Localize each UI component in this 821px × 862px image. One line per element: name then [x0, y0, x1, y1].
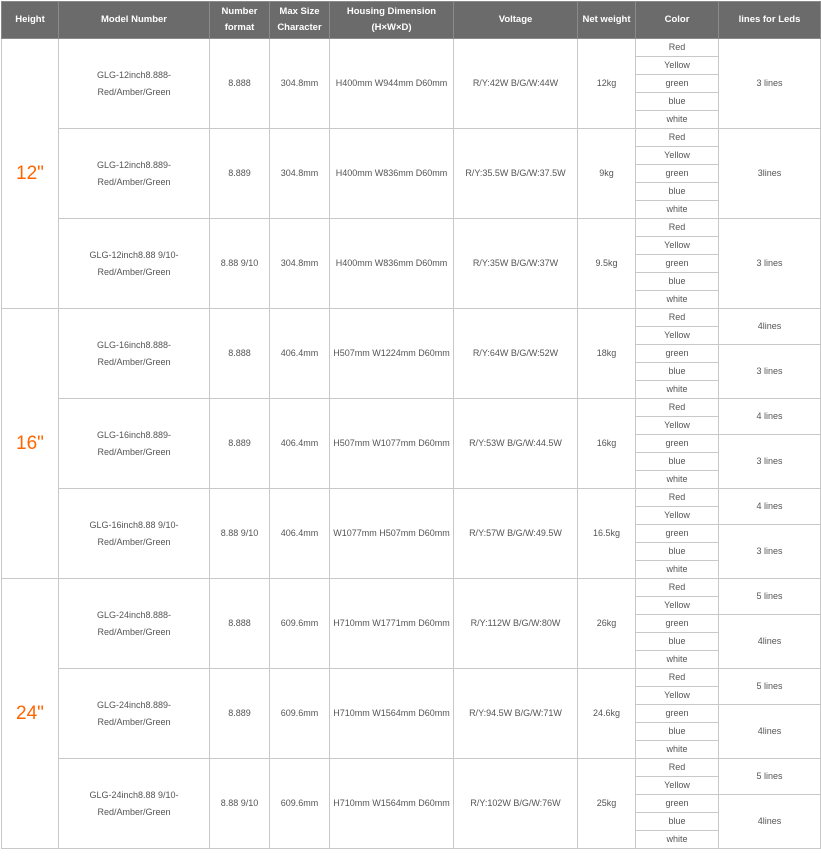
- color-cell: blue: [636, 183, 719, 201]
- lines-for-leds-cell: 3lines: [719, 129, 821, 219]
- net-weight-cell: 24.6kg: [578, 669, 636, 759]
- lines-for-leds-cell: 3 lines: [719, 39, 821, 129]
- header-model-number: Model Number: [59, 2, 210, 39]
- color-cell: blue: [636, 543, 719, 561]
- max-size-cell: 304.8mm: [270, 129, 330, 219]
- color-cell: Red: [636, 669, 719, 687]
- number-format-cell: 8.88 9/10: [210, 489, 270, 579]
- voltage-cell: R/Y:94.5W B/G/W:71W: [454, 669, 578, 759]
- color-cell: Red: [636, 219, 719, 237]
- header-color: Color: [636, 2, 719, 39]
- header-lines-for-leds: lines for Leds: [719, 2, 821, 39]
- voltage-cell: R/Y:35W B/G/W:37W: [454, 219, 578, 309]
- spec-body: [2, 39, 821, 849]
- housing-dimension-cell: H400mm W944mm D60mm: [330, 39, 454, 129]
- housing-dimension-cell: H507mm W1224mm D60mm: [330, 309, 454, 399]
- color-cell: green: [636, 525, 719, 543]
- color-cell: Red: [636, 309, 719, 327]
- header-net-weight: Net weight: [578, 2, 636, 39]
- color-cell: Red: [636, 129, 719, 147]
- color-cell: Red: [636, 759, 719, 777]
- color-cell: Yellow: [636, 597, 719, 615]
- color-cell: green: [636, 345, 719, 363]
- color-cell: green: [636, 75, 719, 93]
- color-cell: white: [636, 651, 719, 669]
- net-weight-cell: 9.5kg: [578, 219, 636, 309]
- model-number-cell: GLG-16inch8.889-Red/Amber/Green: [59, 399, 210, 489]
- color-cell: white: [636, 201, 719, 219]
- number-format-cell: 8.888: [210, 579, 270, 669]
- number-format-cell: 8.88 9/10: [210, 219, 270, 309]
- color-cell: white: [636, 381, 719, 399]
- height-cell: 12": [2, 39, 59, 309]
- model-number-cell: GLG-24inch8.889-Red/Amber/Green: [59, 669, 210, 759]
- voltage-cell: R/Y:35.5W B/G/W:37.5W: [454, 129, 578, 219]
- lines-for-leds-cell: 3 lines: [719, 525, 821, 579]
- max-size-cell: 304.8mm: [270, 39, 330, 129]
- color-cell: white: [636, 561, 719, 579]
- lines-for-leds-cell: 4lines: [719, 795, 821, 849]
- color-cell: green: [636, 705, 719, 723]
- header-height: Height: [2, 2, 59, 39]
- housing-dimension-cell: H710mm W1564mm D60mm: [330, 759, 454, 849]
- housing-dimension-cell: H710mm W1771mm D60mm: [330, 579, 454, 669]
- housing-dimension-cell: W1077mm H507mm D60mm: [330, 489, 454, 579]
- number-format-cell: 8.888: [210, 309, 270, 399]
- color-cell: white: [636, 831, 719, 849]
- color-cell: green: [636, 435, 719, 453]
- housing-dimension-cell: H507mm W1077mm D60mm: [330, 399, 454, 489]
- net-weight-cell: 25kg: [578, 759, 636, 849]
- lines-for-leds-cell: 4lines: [719, 615, 821, 669]
- voltage-cell: R/Y:53W B/G/W:44.5W: [454, 399, 578, 489]
- voltage-cell: R/Y:57W B/G/W:49.5W: [454, 489, 578, 579]
- color-cell: white: [636, 741, 719, 759]
- housing-dimension-cell: H400mm W836mm D60mm: [330, 219, 454, 309]
- color-cell: Yellow: [636, 147, 719, 165]
- color-cell: green: [636, 255, 719, 273]
- lines-for-leds-cell: 4 lines: [719, 399, 821, 435]
- max-size-cell: 609.6mm: [270, 669, 330, 759]
- net-weight-cell: 9kg: [578, 129, 636, 219]
- color-cell: green: [636, 165, 719, 183]
- color-cell: Yellow: [636, 777, 719, 795]
- lines-for-leds-cell: 5 lines: [719, 579, 821, 615]
- max-size-cell: 304.8mm: [270, 219, 330, 309]
- table-row: [2, 489, 821, 507]
- housing-dimension-cell: H400mm W836mm D60mm: [330, 129, 454, 219]
- number-format-cell: 8.889: [210, 669, 270, 759]
- table-row: [2, 669, 821, 687]
- lines-for-leds-cell: 4lines: [719, 705, 821, 759]
- table-row: [2, 579, 821, 597]
- table-row: [2, 399, 821, 417]
- color-cell: blue: [636, 93, 719, 111]
- model-number-cell: GLG-16inch8.888-Red/Amber/Green: [59, 309, 210, 399]
- color-cell: Red: [636, 399, 719, 417]
- color-cell: white: [636, 111, 719, 129]
- color-cell: blue: [636, 363, 719, 381]
- lines-for-leds-cell: 3 lines: [719, 435, 821, 489]
- color-cell: green: [636, 615, 719, 633]
- color-cell: blue: [636, 813, 719, 831]
- lines-for-leds-cell: 4 lines: [719, 489, 821, 525]
- net-weight-cell: 26kg: [578, 579, 636, 669]
- color-cell: white: [636, 471, 719, 489]
- max-size-cell: 406.4mm: [270, 399, 330, 489]
- number-format-cell: 8.889: [210, 129, 270, 219]
- color-cell: Red: [636, 579, 719, 597]
- lines-for-leds-cell: 5 lines: [719, 759, 821, 795]
- max-size-cell: 609.6mm: [270, 759, 330, 849]
- header-max-size: Max Size Character: [270, 2, 330, 39]
- table-row: [2, 39, 821, 57]
- color-cell: Yellow: [636, 57, 719, 75]
- model-number-cell: GLG-12inch8.889-Red/Amber/Green: [59, 129, 210, 219]
- color-cell: Yellow: [636, 237, 719, 255]
- voltage-cell: R/Y:112W B/G/W:80W: [454, 579, 578, 669]
- model-number-cell: GLG-24inch8.88 9/10-Red/Amber/Green: [59, 759, 210, 849]
- model-number-cell: GLG-12inch8.88 9/10-Red/Amber/Green: [59, 219, 210, 309]
- color-cell: blue: [636, 273, 719, 291]
- height-cell: 24": [2, 579, 59, 849]
- net-weight-cell: 16.5kg: [578, 489, 636, 579]
- voltage-cell: R/Y:102W B/G/W:76W: [454, 759, 578, 849]
- color-cell: blue: [636, 633, 719, 651]
- number-format-cell: 8.889: [210, 399, 270, 489]
- lines-for-leds-cell: 3 lines: [719, 219, 821, 309]
- max-size-cell: 609.6mm: [270, 579, 330, 669]
- lines-for-leds-cell: 3 lines: [719, 345, 821, 399]
- table-row: [2, 129, 821, 147]
- spec-table: [1, 1, 821, 849]
- model-number-cell: GLG-16inch8.88 9/10-Red/Amber/Green: [59, 489, 210, 579]
- header-housing-dimension: Housing Dimension (H×W×D): [330, 2, 454, 39]
- table-row: [2, 759, 821, 777]
- table-row: [2, 219, 821, 237]
- color-cell: green: [636, 795, 719, 813]
- color-cell: Yellow: [636, 417, 719, 435]
- housing-dimension-cell: H710mm W1564mm D60mm: [330, 669, 454, 759]
- color-cell: Yellow: [636, 507, 719, 525]
- max-size-cell: 406.4mm: [270, 309, 330, 399]
- lines-for-leds-cell: 5 lines: [719, 669, 821, 705]
- color-cell: Yellow: [636, 687, 719, 705]
- model-number-cell: GLG-24inch8.888-Red/Amber/Green: [59, 579, 210, 669]
- number-format-cell: 8.88 9/10: [210, 759, 270, 849]
- color-cell: Red: [636, 489, 719, 507]
- net-weight-cell: 16kg: [578, 399, 636, 489]
- color-cell: blue: [636, 453, 719, 471]
- color-cell: Red: [636, 39, 719, 57]
- number-format-cell: 8.888: [210, 39, 270, 129]
- net-weight-cell: 18kg: [578, 309, 636, 399]
- net-weight-cell: 12kg: [578, 39, 636, 129]
- voltage-cell: R/Y:42W B/G/W:44W: [454, 39, 578, 129]
- header-number-format: Number format: [210, 2, 270, 39]
- color-cell: Yellow: [636, 327, 719, 345]
- header-row: [2, 2, 821, 39]
- lines-for-leds-cell: 4lines: [719, 309, 821, 345]
- header-voltage: Voltage: [454, 2, 578, 39]
- voltage-cell: R/Y:64W B/G/W:52W: [454, 309, 578, 399]
- height-cell: 16": [2, 309, 59, 579]
- color-cell: white: [636, 291, 719, 309]
- table-row: [2, 309, 821, 327]
- model-number-cell: GLG-12inch8.888-Red/Amber/Green: [59, 39, 210, 129]
- color-cell: blue: [636, 723, 719, 741]
- max-size-cell: 406.4mm: [270, 489, 330, 579]
